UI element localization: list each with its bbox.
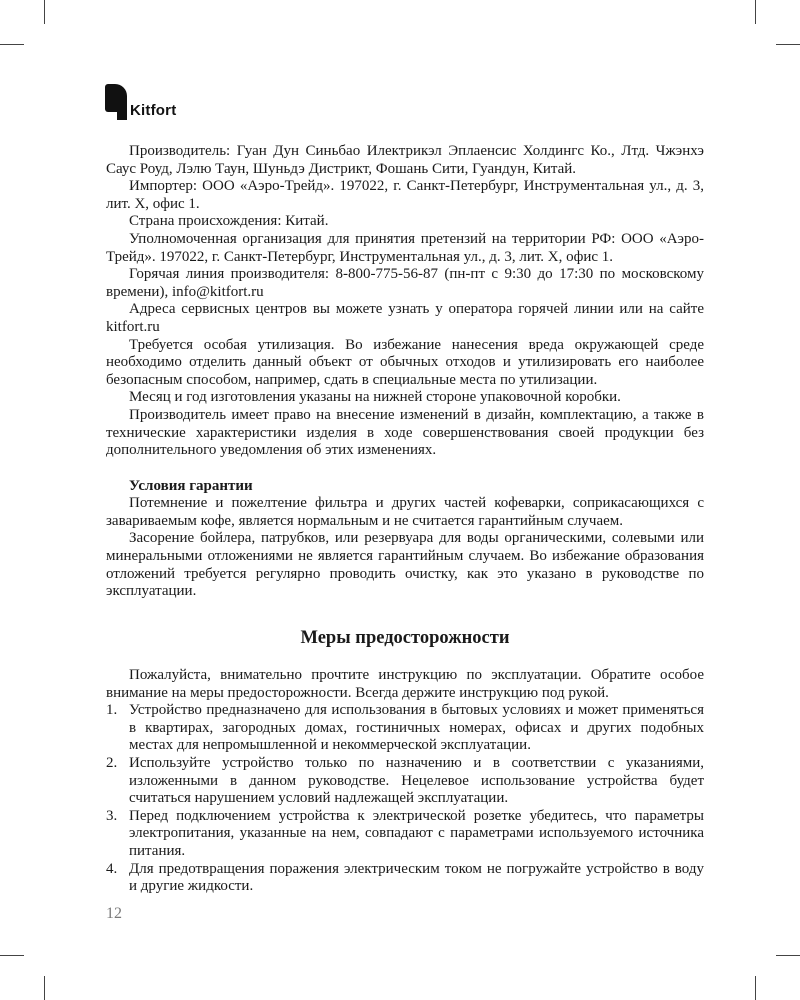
- crop-mark: [755, 976, 756, 1000]
- list-item: [106, 755, 704, 808]
- list-item: [106, 861, 704, 896]
- list-item-number: 2.: [106, 754, 118, 771]
- manufacturer-info-section: [106, 143, 704, 601]
- list-item-text: Устройство предназначено для использования в бытовых условиях и может применяться в квартирах, загородных домах, гостиничных номерах, офисах и других подобных местах для непромышленной и некоммерческой эксплуатации.: [129, 702, 704, 754]
- crop-mark: [776, 44, 800, 45]
- manufacture-date-paragraph: Месяц и год изготовления указаны на нижней стороне упаковочной коробки.: [129, 389, 621, 406]
- list-item: [106, 808, 704, 861]
- list-item-text: Для предотвращения поражения электрическим током не погружайте устройство в воду и другие жидкости.: [129, 860, 704, 895]
- crop-mark: [0, 955, 24, 956]
- warranty-paragraph: Потемнение и пожелтение фильтра и других частей кофеварки, соприкасающихся с завариваемым кофе, является нормальным и не считается гарантийным случаем.: [106, 495, 704, 529]
- warranty-paragraph: Засорение бойлера, патрубков, или резервуара для воды органическими, солевыми или минеральными отложениями не является гарантийным случаем. Во избежание образования отложений требуется регулярно проводить очистку, как это указано в руководстве по эксплуатации.: [106, 530, 704, 600]
- disposal-paragraph: Требуется особая утилизация. Во избежание нанесения вреда окружающей среде необходимо отделить данный объект от обычных отходов и утилизировать его наиболее безопасным способом, например, сдать в специальные места по утилизации.: [106, 336, 704, 388]
- kitfort-logo-icon: [105, 84, 127, 120]
- warranty-title: Условия гарантии: [129, 477, 253, 494]
- crop-mark: [44, 0, 45, 24]
- list-item-number: 4.: [106, 860, 118, 877]
- importer-paragraph: Импортер: ООО «Аэро-Трейд». 197022, г. Санкт-Петербург, Инструментальная ул., д. 3, лит. Х, офис 1.: [106, 178, 704, 212]
- list-item: [106, 702, 704, 755]
- crop-mark: [755, 0, 756, 24]
- crop-mark: [776, 955, 800, 956]
- crop-mark: [0, 44, 24, 45]
- precautions-intro: Пожалуйста, внимательно прочтите инструкцию по эксплуатации. Обратите особое внимание на меры предосторожности. Всегда держите инструкцию под рукой.: [106, 667, 704, 701]
- claims-organization-paragraph: Уполномоченная организация для принятия претензий на территории РФ: ООО «Аэро-Трейд». 197022, г. Санкт-Петербург, Инструментальная ул., д. 3, лит. Х, офис 1.: [106, 230, 704, 265]
- precautions-title: Меры предосторожности: [300, 628, 510, 648]
- list-item-text: Используйте устройство только по назначению и в соответствии с указаниями, изложенными в данном руководстве. Нецелевое использование устройства будет считаться нарушением условий надлежащей эксплуатации.: [129, 754, 704, 807]
- list-item-number: 1.: [106, 702, 118, 719]
- list-item-number: 3.: [106, 807, 118, 824]
- changes-rights-paragraph: Производитель имеет право на внесение изменений в дизайн, комплектацию, а также в технические характеристики изделия в ходе совершенствования своей продукции без дополнительного уведомления об этих изменениях.: [106, 406, 704, 459]
- page-number: 12: [106, 905, 122, 922]
- service-centers-paragraph: Адреса сервисных центров вы можете узнать у оператора горячей линии или на сайте kitfort.ru: [106, 301, 704, 335]
- list-item-text: Перед подключением устройства к электрической розетке убедитесь, что параметры электропитания, указанные на нем, совпадают с параметрами используемого источника питания.: [129, 807, 704, 859]
- kitfort-logo: [105, 84, 176, 120]
- manufacturer-paragraph: Производитель: Гуан Дун Синьбао Илектрикэл Эплаенсис Холдингс Ко., Лтд. Чжэнхэ Саус Роуд, Лэлю Таун, Шуньдэ Дистрикт, Фошань Сити, Гуандун, Китай.: [106, 143, 704, 177]
- precautions-section: [106, 667, 704, 896]
- country-paragraph: Страна происхождения: Китай.: [129, 213, 329, 230]
- precautions-list: [106, 702, 704, 896]
- hotline-paragraph: Горячая линия производителя: 8-800-775-56-87 (пн-пт с 9:30 до 17:30 по московскому времени), info@kitfort.ru: [106, 266, 704, 300]
- crop-mark: [44, 976, 45, 1000]
- logo-text: Kitfort: [130, 102, 177, 119]
